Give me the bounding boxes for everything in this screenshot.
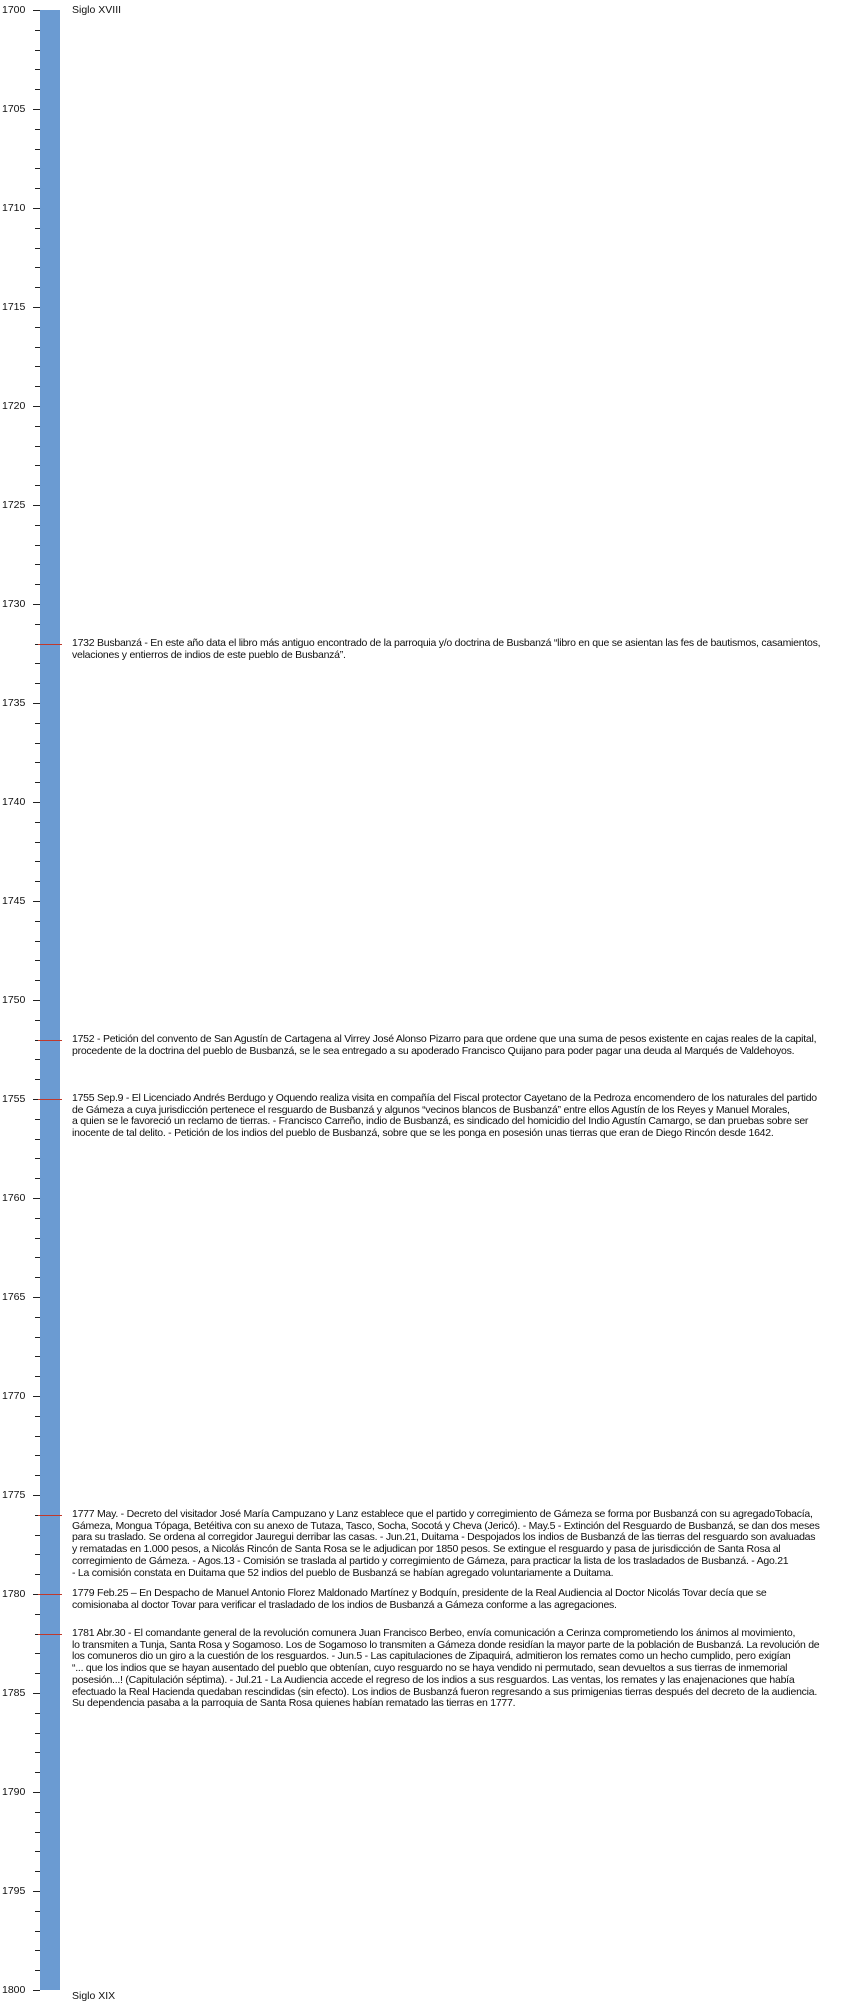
event-text: 1779 Feb.25 – En Despacho de Manuel Antonio Florez Maldonado Martínez y Bodquín, presidente de la Real Audiencia al Doctor Nicolás Tovar decía que se comisionaba al doctor Tovar para verificar el trasladado de los indios de Busbanzá a Gámeza conforme a las agregaciones. [72,1587,767,1611]
year-label: 1710 [2,202,26,214]
minor-tick [35,129,40,130]
year-label: 1720 [2,400,26,412]
year-label: 1725 [2,499,26,511]
major-tick [33,703,40,704]
major-tick [33,1792,40,1793]
year-label: 1750 [2,994,26,1006]
minor-tick [35,1673,40,1674]
minor-tick [35,842,40,843]
minor-tick [35,1911,40,1912]
year-label: 1755 [2,1093,26,1105]
minor-tick [35,1931,40,1932]
minor-tick [35,228,40,229]
minor-tick [35,89,40,90]
minor-tick [35,782,40,783]
year-label: 1785 [2,1687,26,1699]
minor-tick [35,960,40,961]
major-tick [33,406,40,407]
major-tick [33,109,40,110]
minor-tick [35,1970,40,1971]
minor-tick [35,366,40,367]
minor-tick [35,1475,40,1476]
event-marker [38,1515,62,1516]
major-tick [33,1495,40,1496]
major-tick [33,1693,40,1694]
minor-tick [35,485,40,486]
minor-tick [35,822,40,823]
year-label: 1775 [2,1489,26,1501]
major-tick [33,1198,40,1199]
year-label: 1800 [2,1984,26,1996]
minor-tick [35,743,40,744]
minor-tick [35,1257,40,1258]
minor-tick [35,1574,40,1575]
event-marker [38,1099,62,1100]
minor-tick [35,465,40,466]
minor-tick [35,624,40,625]
minor-tick [35,881,40,882]
minor-tick [35,446,40,447]
minor-tick [35,30,40,31]
event-text: 1752 - Petición del convento de San Agustín de Cartagena al Virrey José Alonso Pizarro para que ordene que una suma de pesos existente en cajas reales de la capital, procedente de la doctrina del pueblo de Busbanzá, se le sea entregado a su apoderado Francisco Quijano para poder pagar una deuda al Marqués de Valdehoyos. [72,1033,817,1057]
minor-tick [35,1554,40,1555]
minor-tick [35,1535,40,1536]
year-label: 1735 [2,697,26,709]
minor-tick [35,1950,40,1951]
major-tick [33,802,40,803]
minor-tick [35,683,40,684]
minor-tick [35,426,40,427]
minor-tick [35,1812,40,1813]
minor-tick [35,1752,40,1753]
year-label: 1765 [2,1291,26,1303]
event-text: 1755 Sep.9 - El Licenciado Andrés Berdugo y Oquendo realiza visita en compañía del Fiscal protector Cayetano de la Pedroza encomendero de los naturales del partido de Gámeza a cuya jurisdicción pertenece el resguardo de Busbanzá y algunos “vecinos blancos de Busbanzá” entre ellos Agustín de los Reyes y Manuel Morales, a quien se le favoreció un reclamo de tierras. - Francisco Carreño, indio de Busbanzá, es sindicado del homicidio del Indio Agustín Camargo, se dan pruebas sobre ser inocente de tal delito. - Petición de los indios del pueblo de Busbanzá, sobre que se les ponga en posesión unas tierras que eran de Diego Rincón desde 1642. [72,1092,817,1140]
year-label: 1700 [2,4,26,16]
minor-tick [35,1139,40,1140]
minor-tick [35,1337,40,1338]
minor-tick [35,1772,40,1773]
minor-tick [35,1436,40,1437]
major-tick [33,208,40,209]
major-tick [33,901,40,902]
minor-tick [35,1832,40,1833]
year-label: 1780 [2,1588,26,1600]
major-tick [33,1000,40,1001]
event-marker [38,644,62,645]
minor-tick [35,584,40,585]
minor-tick [35,1653,40,1654]
major-tick [33,10,40,11]
event-marker [38,1594,62,1595]
minor-tick [35,386,40,387]
minor-tick [35,1455,40,1456]
year-label: 1760 [2,1192,26,1204]
start-century-label: Siglo XVIII [72,4,122,16]
minor-tick [35,941,40,942]
minor-tick [35,1871,40,1872]
major-tick [33,1396,40,1397]
year-label: 1715 [2,301,26,313]
timeline-bar [40,10,60,1990]
major-tick [33,1891,40,1892]
event-text: 1781 Abr.30 - El comandante general de la revolución comunera Juan Francisco Berbeo, envía comunicación a Cerinza comprometiendo los ánimos al movimiento, lo transmiten a Tunja, Santa Rosa y Sogamoso. Los de Sogamoso lo transmiten a Gámeza donde residían la mayor parte de la población de Busbanzá. La revolución de los comuneros dio un giro a la cuestión de los resguardos. - Jun.5 - Las capitulaciones de Zipaquirá, admitieron los remates como un hecho cumplido, pero exigían “... que los indios que se hayan ausentado del pueblo que obtenían, cuyo resguardo no se haya vendido ni permutado, sean devueltos a sus tierras de inmemorial posesión...! (Capitulación séptima). - Jul.21 - La Audiencia accede el regreso de los indios a sus resguardos. Las ventas, los remates y las enajenaciones que había efectuado la Real Hacienda quedaban rescindidas (sin efecto). Los indios de Busbanzá fueron regresando a sus primigenias tierras después del decreto de la audiencia. Su dependencia pasaba a la parroquia de Santa Rosa quienes habían rematado las tierras en 1777. [72,1627,820,1710]
major-tick [33,1297,40,1298]
minor-tick [35,248,40,249]
minor-tick [35,267,40,268]
minor-tick [35,347,40,348]
year-label: 1795 [2,1885,26,1897]
minor-tick [35,149,40,150]
event-text: 1777 May. - Decreto del visitador José María Campuzano y Lanz establece que el partido y corregimiento de Gámeza se forma por Busbanzá con su agregadoTobacía, Gámeza, Mongua Tópaga, Betéitiva con su anexo de Tutaza, Tasco, Socha, Socotá y Cheva (Jericó). - May.5 - Extinción del Resguardo de Busbanzá, se dan dos meses para su traslado. Se ordena al corregidor Jauregui derribar las casas. - Jun.21, Duitama - Despojados los indios de Busbanzá de las tierras del resguardo son avaluadas y rematadas en 1.000 pesos, a Nicolás Rincón de Santa Rosa se le adjudican por 1850 pesos. Se extingue el resguardo y pasa de jurisdicción de Santa Rosa al corregimiento de Gámeza. - Agos.13 - Comisión se traslada al partido y corregimiento de Gámeza, para practicar la lista de los trasladados de Busbanzá. - Ago.21 - La comisión constata en Duitama que 52 indios del pueblo de Busbanzá se habían agregado voluntariamente a Duitama. [72,1508,820,1579]
minor-tick [35,1178,40,1179]
minor-tick [35,168,40,169]
minor-tick [35,980,40,981]
minor-tick [35,1317,40,1318]
minor-tick [35,1733,40,1734]
minor-tick [35,921,40,922]
minor-tick [35,1020,40,1021]
minor-tick [35,1158,40,1159]
minor-tick [35,1416,40,1417]
minor-tick [35,525,40,526]
minor-tick [35,50,40,51]
minor-tick [35,1079,40,1080]
minor-tick [35,327,40,328]
year-label: 1745 [2,895,26,907]
end-century-label: Siglo XIX [72,1990,116,2002]
minor-tick [35,545,40,546]
minor-tick [35,287,40,288]
minor-tick [35,1059,40,1060]
minor-tick [35,1238,40,1239]
major-tick [33,505,40,506]
year-label: 1705 [2,103,26,115]
minor-tick [35,69,40,70]
minor-tick [35,1851,40,1852]
year-label: 1740 [2,796,26,808]
minor-tick [35,1119,40,1120]
minor-tick [35,723,40,724]
event-marker [38,1040,62,1041]
year-label: 1730 [2,598,26,610]
minor-tick [35,1277,40,1278]
minor-tick [35,188,40,189]
minor-tick [35,861,40,862]
minor-tick [35,663,40,664]
minor-tick [35,1376,40,1377]
minor-tick [35,1356,40,1357]
minor-tick [35,1218,40,1219]
event-text: 1732 Busbanzá - En este año data el libro más antiguo encontrado de la parroquia y/o doctrina de Busbanzá “libro en que se asientan las fes de bautismos, casamientos, velaciones y entierros de indios de este pueblo de Busbanzá”. [72,637,821,661]
minor-tick [35,1713,40,1714]
year-label: 1790 [2,1786,26,1798]
major-tick [33,1990,40,1991]
year-label: 1770 [2,1390,26,1402]
major-tick [33,307,40,308]
major-tick [33,604,40,605]
minor-tick [35,564,40,565]
event-marker [38,1634,62,1635]
minor-tick [35,762,40,763]
minor-tick [35,1614,40,1615]
